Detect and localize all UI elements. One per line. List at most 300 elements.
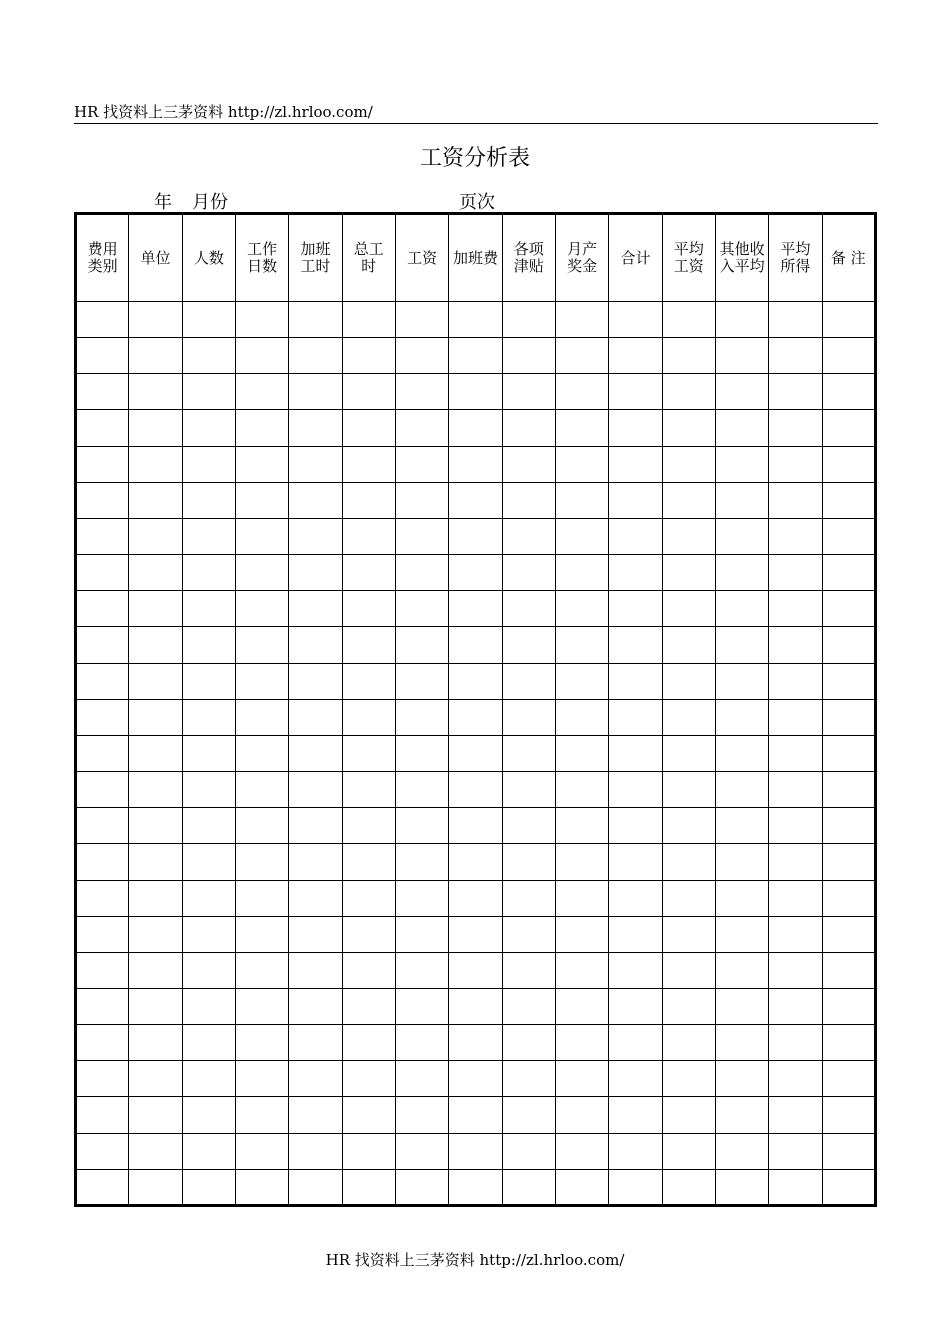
table-cell[interactable] bbox=[769, 808, 822, 844]
table-cell[interactable] bbox=[555, 880, 608, 916]
table-cell[interactable] bbox=[449, 1025, 502, 1061]
table-cell[interactable] bbox=[395, 446, 448, 482]
table-cell[interactable] bbox=[342, 410, 395, 446]
table-cell[interactable] bbox=[129, 699, 182, 735]
table-cell[interactable] bbox=[715, 844, 768, 880]
table-cell[interactable] bbox=[609, 1025, 662, 1061]
table-cell[interactable] bbox=[822, 1133, 875, 1169]
table-cell[interactable] bbox=[769, 446, 822, 482]
table-cell[interactable] bbox=[76, 446, 129, 482]
table-cell[interactable] bbox=[502, 374, 555, 410]
table-cell[interactable] bbox=[289, 808, 342, 844]
table-cell[interactable] bbox=[449, 772, 502, 808]
table-cell[interactable] bbox=[182, 374, 235, 410]
table-cell[interactable] bbox=[76, 880, 129, 916]
table-cell[interactable] bbox=[449, 302, 502, 338]
table-cell[interactable] bbox=[822, 1169, 875, 1205]
table-cell[interactable] bbox=[502, 1025, 555, 1061]
table-cell[interactable] bbox=[289, 988, 342, 1024]
table-cell[interactable] bbox=[395, 772, 448, 808]
table-cell[interactable] bbox=[289, 772, 342, 808]
table-cell[interactable] bbox=[769, 482, 822, 518]
table-cell[interactable] bbox=[822, 988, 875, 1024]
table-cell[interactable] bbox=[235, 555, 288, 591]
table-cell[interactable] bbox=[502, 663, 555, 699]
table-cell[interactable] bbox=[662, 555, 715, 591]
table-cell[interactable] bbox=[342, 1169, 395, 1205]
table-cell[interactable] bbox=[769, 916, 822, 952]
table-cell[interactable] bbox=[662, 591, 715, 627]
table-cell[interactable] bbox=[555, 844, 608, 880]
table-cell[interactable] bbox=[342, 735, 395, 771]
table-cell[interactable] bbox=[395, 591, 448, 627]
table-cell[interactable] bbox=[235, 663, 288, 699]
table-cell[interactable] bbox=[289, 446, 342, 482]
table-cell[interactable] bbox=[182, 663, 235, 699]
table-cell[interactable] bbox=[449, 374, 502, 410]
table-cell[interactable] bbox=[715, 663, 768, 699]
table-cell[interactable] bbox=[235, 1169, 288, 1205]
table-cell[interactable] bbox=[235, 988, 288, 1024]
table-cell[interactable] bbox=[182, 338, 235, 374]
table-cell[interactable] bbox=[822, 772, 875, 808]
table-cell[interactable] bbox=[235, 772, 288, 808]
table-cell[interactable] bbox=[129, 446, 182, 482]
table-cell[interactable] bbox=[342, 772, 395, 808]
table-cell[interactable] bbox=[449, 663, 502, 699]
table-cell[interactable] bbox=[502, 1169, 555, 1205]
table-cell[interactable] bbox=[449, 952, 502, 988]
table-cell[interactable] bbox=[609, 772, 662, 808]
table-cell[interactable] bbox=[769, 772, 822, 808]
table-cell[interactable] bbox=[395, 482, 448, 518]
table-cell[interactable] bbox=[715, 772, 768, 808]
table-cell[interactable] bbox=[76, 1133, 129, 1169]
table-cell[interactable] bbox=[235, 518, 288, 554]
table-cell[interactable] bbox=[76, 699, 129, 735]
table-cell[interactable] bbox=[502, 916, 555, 952]
table-cell[interactable] bbox=[769, 844, 822, 880]
table-cell[interactable] bbox=[715, 988, 768, 1024]
table-cell[interactable] bbox=[769, 988, 822, 1024]
table-cell[interactable] bbox=[555, 699, 608, 735]
table-cell[interactable] bbox=[449, 410, 502, 446]
table-cell[interactable] bbox=[342, 663, 395, 699]
table-cell[interactable] bbox=[502, 952, 555, 988]
table-cell[interactable] bbox=[555, 916, 608, 952]
table-cell[interactable] bbox=[395, 808, 448, 844]
table-cell[interactable] bbox=[502, 808, 555, 844]
table-cell[interactable] bbox=[76, 627, 129, 663]
table-cell[interactable] bbox=[235, 916, 288, 952]
table-cell[interactable] bbox=[502, 482, 555, 518]
table-cell[interactable] bbox=[129, 1025, 182, 1061]
table-cell[interactable] bbox=[609, 699, 662, 735]
table-cell[interactable] bbox=[555, 338, 608, 374]
table-cell[interactable] bbox=[395, 699, 448, 735]
table-cell[interactable] bbox=[715, 1025, 768, 1061]
table-cell[interactable] bbox=[555, 735, 608, 771]
table-cell[interactable] bbox=[769, 591, 822, 627]
table-cell[interactable] bbox=[129, 663, 182, 699]
table-cell[interactable] bbox=[769, 1169, 822, 1205]
table-cell[interactable] bbox=[235, 735, 288, 771]
table-cell[interactable] bbox=[289, 374, 342, 410]
table-cell[interactable] bbox=[235, 374, 288, 410]
table-cell[interactable] bbox=[182, 952, 235, 988]
table-cell[interactable] bbox=[129, 1097, 182, 1133]
table-cell[interactable] bbox=[449, 555, 502, 591]
table-cell[interactable] bbox=[715, 735, 768, 771]
table-cell[interactable] bbox=[289, 735, 342, 771]
table-cell[interactable] bbox=[662, 627, 715, 663]
table-cell[interactable] bbox=[129, 844, 182, 880]
table-cell[interactable] bbox=[822, 555, 875, 591]
table-cell[interactable] bbox=[502, 302, 555, 338]
table-cell[interactable] bbox=[76, 482, 129, 518]
table-cell[interactable] bbox=[715, 1169, 768, 1205]
table-cell[interactable] bbox=[129, 1061, 182, 1097]
table-cell[interactable] bbox=[182, 1025, 235, 1061]
table-cell[interactable] bbox=[555, 410, 608, 446]
table-cell[interactable] bbox=[182, 916, 235, 952]
table-cell[interactable] bbox=[555, 302, 608, 338]
table-cell[interactable] bbox=[76, 302, 129, 338]
table-cell[interactable] bbox=[76, 772, 129, 808]
table-cell[interactable] bbox=[76, 916, 129, 952]
table-cell[interactable] bbox=[395, 880, 448, 916]
table-cell[interactable] bbox=[502, 988, 555, 1024]
table-cell[interactable] bbox=[129, 482, 182, 518]
table-cell[interactable] bbox=[715, 482, 768, 518]
table-cell[interactable] bbox=[822, 808, 875, 844]
table-cell[interactable] bbox=[555, 591, 608, 627]
table-cell[interactable] bbox=[129, 988, 182, 1024]
table-cell[interactable] bbox=[395, 338, 448, 374]
table-cell[interactable] bbox=[235, 808, 288, 844]
table-cell[interactable] bbox=[289, 302, 342, 338]
table-cell[interactable] bbox=[662, 374, 715, 410]
table-cell[interactable] bbox=[235, 591, 288, 627]
table-cell[interactable] bbox=[395, 844, 448, 880]
table-cell[interactable] bbox=[182, 1061, 235, 1097]
table-cell[interactable] bbox=[289, 410, 342, 446]
table-cell[interactable] bbox=[449, 1169, 502, 1205]
table-cell[interactable] bbox=[502, 446, 555, 482]
table-cell[interactable] bbox=[395, 627, 448, 663]
table-cell[interactable] bbox=[289, 844, 342, 880]
table-cell[interactable] bbox=[182, 880, 235, 916]
table-cell[interactable] bbox=[235, 338, 288, 374]
table-cell[interactable] bbox=[182, 518, 235, 554]
table-cell[interactable] bbox=[769, 302, 822, 338]
table-cell[interactable] bbox=[502, 772, 555, 808]
table-cell[interactable] bbox=[555, 518, 608, 554]
table-cell[interactable] bbox=[289, 1061, 342, 1097]
table-cell[interactable] bbox=[609, 482, 662, 518]
table-cell[interactable] bbox=[395, 555, 448, 591]
table-cell[interactable] bbox=[449, 1097, 502, 1133]
table-cell[interactable] bbox=[342, 1061, 395, 1097]
table-cell[interactable] bbox=[342, 482, 395, 518]
table-cell[interactable] bbox=[502, 555, 555, 591]
table-cell[interactable] bbox=[555, 555, 608, 591]
table-cell[interactable] bbox=[395, 1133, 448, 1169]
table-cell[interactable] bbox=[342, 916, 395, 952]
table-cell[interactable] bbox=[609, 374, 662, 410]
table-cell[interactable] bbox=[662, 699, 715, 735]
table-cell[interactable] bbox=[289, 1169, 342, 1205]
table-cell[interactable] bbox=[555, 482, 608, 518]
table-cell[interactable] bbox=[609, 627, 662, 663]
table-cell[interactable] bbox=[662, 735, 715, 771]
table-cell[interactable] bbox=[129, 302, 182, 338]
table-cell[interactable] bbox=[289, 952, 342, 988]
table-cell[interactable] bbox=[609, 916, 662, 952]
table-cell[interactable] bbox=[182, 446, 235, 482]
table-cell[interactable] bbox=[395, 518, 448, 554]
table-cell[interactable] bbox=[822, 446, 875, 482]
table-cell[interactable] bbox=[129, 591, 182, 627]
table-cell[interactable] bbox=[395, 302, 448, 338]
table-cell[interactable] bbox=[502, 591, 555, 627]
table-cell[interactable] bbox=[502, 338, 555, 374]
table-cell[interactable] bbox=[502, 518, 555, 554]
table-cell[interactable] bbox=[182, 1097, 235, 1133]
table-cell[interactable] bbox=[129, 1133, 182, 1169]
table-cell[interactable] bbox=[502, 1097, 555, 1133]
table-cell[interactable] bbox=[182, 1133, 235, 1169]
table-cell[interactable] bbox=[822, 880, 875, 916]
table-cell[interactable] bbox=[769, 1061, 822, 1097]
table-cell[interactable] bbox=[182, 735, 235, 771]
table-cell[interactable] bbox=[182, 1169, 235, 1205]
table-cell[interactable] bbox=[76, 338, 129, 374]
table-cell[interactable] bbox=[715, 410, 768, 446]
table-cell[interactable] bbox=[289, 1025, 342, 1061]
table-cell[interactable] bbox=[609, 446, 662, 482]
table-cell[interactable] bbox=[342, 1025, 395, 1061]
table-cell[interactable] bbox=[342, 627, 395, 663]
table-cell[interactable] bbox=[609, 1097, 662, 1133]
table-cell[interactable] bbox=[129, 880, 182, 916]
table-cell[interactable] bbox=[662, 1061, 715, 1097]
table-cell[interactable] bbox=[822, 952, 875, 988]
table-cell[interactable] bbox=[609, 338, 662, 374]
table-cell[interactable] bbox=[342, 844, 395, 880]
table-cell[interactable] bbox=[822, 374, 875, 410]
table-cell[interactable] bbox=[502, 735, 555, 771]
table-cell[interactable] bbox=[662, 663, 715, 699]
table-cell[interactable] bbox=[715, 518, 768, 554]
table-cell[interactable] bbox=[235, 699, 288, 735]
table-cell[interactable] bbox=[822, 1025, 875, 1061]
table-cell[interactable] bbox=[769, 1097, 822, 1133]
table-cell[interactable] bbox=[235, 1061, 288, 1097]
table-cell[interactable] bbox=[662, 880, 715, 916]
table-cell[interactable] bbox=[662, 410, 715, 446]
table-cell[interactable] bbox=[662, 518, 715, 554]
table-cell[interactable] bbox=[289, 591, 342, 627]
table-cell[interactable] bbox=[289, 1133, 342, 1169]
table-cell[interactable] bbox=[715, 1061, 768, 1097]
table-cell[interactable] bbox=[662, 302, 715, 338]
table-cell[interactable] bbox=[449, 482, 502, 518]
table-cell[interactable] bbox=[715, 699, 768, 735]
table-cell[interactable] bbox=[235, 880, 288, 916]
table-cell[interactable] bbox=[395, 988, 448, 1024]
table-cell[interactable] bbox=[662, 988, 715, 1024]
table-cell[interactable] bbox=[555, 952, 608, 988]
table-cell[interactable] bbox=[395, 663, 448, 699]
table-cell[interactable] bbox=[449, 735, 502, 771]
table-cell[interactable] bbox=[182, 808, 235, 844]
table-cell[interactable] bbox=[715, 555, 768, 591]
table-cell[interactable] bbox=[769, 663, 822, 699]
table-cell[interactable] bbox=[822, 482, 875, 518]
table-cell[interactable] bbox=[235, 446, 288, 482]
table-cell[interactable] bbox=[662, 338, 715, 374]
table-cell[interactable] bbox=[715, 591, 768, 627]
table-cell[interactable] bbox=[342, 988, 395, 1024]
table-cell[interactable] bbox=[342, 374, 395, 410]
table-cell[interactable] bbox=[769, 410, 822, 446]
table-cell[interactable] bbox=[449, 1061, 502, 1097]
table-cell[interactable] bbox=[769, 880, 822, 916]
table-cell[interactable] bbox=[502, 1061, 555, 1097]
table-cell[interactable] bbox=[609, 302, 662, 338]
table-cell[interactable] bbox=[715, 916, 768, 952]
table-cell[interactable] bbox=[609, 591, 662, 627]
table-cell[interactable] bbox=[822, 302, 875, 338]
table-cell[interactable] bbox=[609, 1169, 662, 1205]
table-cell[interactable] bbox=[555, 446, 608, 482]
table-cell[interactable] bbox=[555, 1169, 608, 1205]
table-cell[interactable] bbox=[662, 772, 715, 808]
table-cell[interactable] bbox=[822, 844, 875, 880]
table-cell[interactable] bbox=[449, 880, 502, 916]
table-cell[interactable] bbox=[76, 1097, 129, 1133]
table-cell[interactable] bbox=[129, 808, 182, 844]
table-cell[interactable] bbox=[609, 410, 662, 446]
table-cell[interactable] bbox=[822, 916, 875, 952]
table-cell[interactable] bbox=[769, 699, 822, 735]
table-cell[interactable] bbox=[715, 338, 768, 374]
table-cell[interactable] bbox=[555, 1025, 608, 1061]
table-cell[interactable] bbox=[129, 952, 182, 988]
table-cell[interactable] bbox=[555, 1061, 608, 1097]
table-cell[interactable] bbox=[76, 1025, 129, 1061]
table-cell[interactable] bbox=[609, 518, 662, 554]
table-cell[interactable] bbox=[769, 1025, 822, 1061]
table-cell[interactable] bbox=[182, 302, 235, 338]
table-cell[interactable] bbox=[235, 482, 288, 518]
table-cell[interactable] bbox=[449, 808, 502, 844]
table-cell[interactable] bbox=[129, 916, 182, 952]
table-cell[interactable] bbox=[555, 663, 608, 699]
table-cell[interactable] bbox=[662, 482, 715, 518]
table-cell[interactable] bbox=[769, 518, 822, 554]
table-cell[interactable] bbox=[609, 808, 662, 844]
table-cell[interactable] bbox=[662, 1133, 715, 1169]
table-cell[interactable] bbox=[555, 988, 608, 1024]
table-cell[interactable] bbox=[822, 663, 875, 699]
table-cell[interactable] bbox=[395, 374, 448, 410]
table-cell[interactable] bbox=[235, 1133, 288, 1169]
table-cell[interactable] bbox=[609, 735, 662, 771]
table-cell[interactable] bbox=[822, 699, 875, 735]
table-cell[interactable] bbox=[182, 844, 235, 880]
table-cell[interactable] bbox=[769, 555, 822, 591]
table-cell[interactable] bbox=[715, 952, 768, 988]
table-cell[interactable] bbox=[235, 844, 288, 880]
table-cell[interactable] bbox=[235, 627, 288, 663]
table-cell[interactable] bbox=[769, 338, 822, 374]
table-cell[interactable] bbox=[182, 699, 235, 735]
table-cell[interactable] bbox=[289, 699, 342, 735]
table-cell[interactable] bbox=[129, 338, 182, 374]
table-cell[interactable] bbox=[502, 410, 555, 446]
table-cell[interactable] bbox=[822, 1097, 875, 1133]
table-cell[interactable] bbox=[76, 591, 129, 627]
table-cell[interactable] bbox=[76, 988, 129, 1024]
table-cell[interactable] bbox=[715, 374, 768, 410]
table-cell[interactable] bbox=[76, 1061, 129, 1097]
table-cell[interactable] bbox=[662, 1025, 715, 1061]
table-cell[interactable] bbox=[715, 627, 768, 663]
table-cell[interactable] bbox=[769, 735, 822, 771]
table-cell[interactable] bbox=[662, 916, 715, 952]
table-cell[interactable] bbox=[289, 518, 342, 554]
table-cell[interactable] bbox=[662, 808, 715, 844]
table-cell[interactable] bbox=[822, 410, 875, 446]
table-cell[interactable] bbox=[342, 1133, 395, 1169]
table-cell[interactable] bbox=[449, 627, 502, 663]
table-cell[interactable] bbox=[449, 518, 502, 554]
table-cell[interactable] bbox=[342, 338, 395, 374]
table-cell[interactable] bbox=[76, 1169, 129, 1205]
table-cell[interactable] bbox=[502, 880, 555, 916]
table-cell[interactable] bbox=[342, 952, 395, 988]
table-cell[interactable] bbox=[289, 482, 342, 518]
table-cell[interactable] bbox=[449, 699, 502, 735]
table-cell[interactable] bbox=[182, 555, 235, 591]
table-cell[interactable] bbox=[342, 808, 395, 844]
table-cell[interactable] bbox=[449, 338, 502, 374]
table-cell[interactable] bbox=[342, 518, 395, 554]
table-cell[interactable] bbox=[182, 772, 235, 808]
table-cell[interactable] bbox=[502, 627, 555, 663]
table-cell[interactable] bbox=[289, 1097, 342, 1133]
table-cell[interactable] bbox=[76, 518, 129, 554]
table-cell[interactable] bbox=[769, 1133, 822, 1169]
table-cell[interactable] bbox=[342, 699, 395, 735]
table-cell[interactable] bbox=[609, 663, 662, 699]
table-cell[interactable] bbox=[76, 663, 129, 699]
table-cell[interactable] bbox=[662, 1169, 715, 1205]
table-cell[interactable] bbox=[182, 591, 235, 627]
table-cell[interactable] bbox=[182, 482, 235, 518]
table-cell[interactable] bbox=[769, 952, 822, 988]
table-cell[interactable] bbox=[555, 627, 608, 663]
table-cell[interactable] bbox=[609, 555, 662, 591]
table-cell[interactable] bbox=[395, 410, 448, 446]
table-cell[interactable] bbox=[76, 374, 129, 410]
table-cell[interactable] bbox=[289, 627, 342, 663]
table-cell[interactable] bbox=[342, 555, 395, 591]
table-cell[interactable] bbox=[609, 988, 662, 1024]
table-cell[interactable] bbox=[289, 880, 342, 916]
